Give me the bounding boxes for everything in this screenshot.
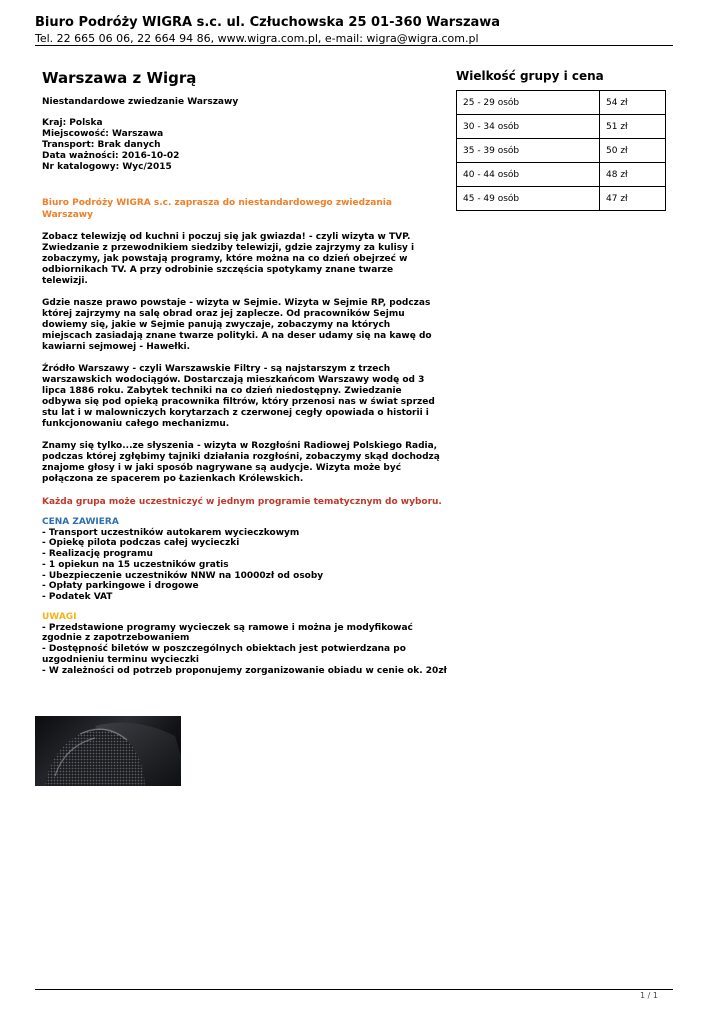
group-size-cell: 30 - 34 osób: [457, 115, 600, 139]
pricing-table: [456, 90, 666, 211]
list-item: - Opłaty parkingowe i drogowe: [42, 581, 199, 592]
list-item: - Opiekę pilota podczas całej wycieczki: [42, 538, 240, 549]
page-title: Warszawa z Wigrą: [42, 69, 197, 87]
group-size-cell: 45 - 49 osób: [457, 187, 600, 211]
pricing-title: Wielkość grupy i cena: [456, 69, 604, 83]
price-cell: 51 zł: [600, 115, 666, 139]
intro-line: Biuro Podróży WIGRA s.c. zaprasza do niestandardowego zwiedzania Warszawy: [42, 198, 392, 220]
list-item: - W zależności od potrzeb proponujemy zorganizowanie obiadu w cenie ok. 20zł: [42, 665, 447, 676]
list-item: - Transport uczestników autokarem wycieczkowym: [42, 527, 300, 538]
meta-catalog-number: Nr katalogowy: Wyc/2015: [42, 162, 172, 172]
price-cell: 50 zł: [600, 139, 666, 163]
trip-meta: [42, 118, 442, 173]
microphone-illustration: [35, 716, 181, 786]
list-item: - Realizację programu: [42, 549, 153, 560]
notes-section: [42, 612, 452, 676]
document-header: [35, 14, 673, 46]
price-cell: 47 zł: [600, 187, 666, 211]
price-cell: 48 zł: [600, 163, 666, 187]
pricing-panel: [456, 68, 666, 211]
paragraph-filtry: Źródło Warszawy - czyli Warszawskie Filtry - są najstarszym z trzech warszawskich wodociągów. Dostarczają mieszkańcom Warszawy wodę od 3 lipca 1886 roku. Zabytek techniki na co dzień niedostępny. Zwiedzanie odbywa się pod opieką pracownika filtrów, który przenosi nas w świat sprzed stu lat i w malowniczych korytarzach z czerwonej cegły opowiada o historii i funkcjonowaniu całego mechanizmu.: [42, 364, 435, 429]
meta-city: Miejscowość: Warszawa: [42, 129, 164, 139]
header-divider: [35, 45, 673, 46]
table-row: [457, 115, 666, 139]
group-size-cell: 35 - 39 osób: [457, 139, 600, 163]
trip-subtitle: Niestandardowe zwiedzanie Warszawy: [42, 97, 239, 107]
table-row: [457, 163, 666, 187]
table-row: [457, 139, 666, 163]
meta-valid-date: Data ważności: 2016-10-02: [42, 151, 180, 161]
paragraph-sejm: Gdzie nasze prawo powstaje - wizyta w Sejmie. Wizyta w Sejmie RP, podczas której zajrzymy na salę obrad oraz jej zaplecze. Od pracowników Sejmu dowiemy się, jakie w Sejmie panują zwyczaje, zobaczymy na których miejscach zasiadają znane twarze polityki. A na deser udamy się na kawę do kawiarni sejmowej - Hawełki.: [42, 298, 432, 352]
microphone-photo: [35, 716, 181, 786]
table-row: [457, 187, 666, 211]
closing-note: Każda grupa może uczestniczyć w jednym programie tematycznym do wyboru.: [42, 497, 442, 507]
company-address: Biuro Podróży WIGRA s.c. ul. Człuchowska 25 01-360 Warszawa: [35, 15, 501, 30]
price-includes-heading: CENA ZAWIERA: [42, 517, 119, 527]
price-includes-section: [42, 517, 452, 603]
list-item: - Przedstawione programy wycieczek są ramowe i można je modyfikować zgodnie z zapotrzebowaniem: [42, 622, 413, 644]
meta-country: Kraj: Polska: [42, 118, 103, 128]
meta-transport: Transport: Brak danych: [42, 140, 161, 150]
notes-heading: UWAGI: [42, 612, 77, 622]
price-cell: 54 zł: [600, 91, 666, 115]
trip-description: [42, 68, 442, 508]
company-contact: Tel. 22 665 06 06, 22 664 94 86, www.wigra.com.pl, e-mail: wigra@wigra.com.pl: [35, 32, 479, 45]
page-number: 1 / 1: [640, 991, 658, 1000]
list-item: - Ubezpieczenie uczestników NNW na 10000zł od osoby: [42, 570, 324, 581]
list-item: - Podatek VAT: [42, 591, 113, 602]
list-item: - 1 opiekun na 15 uczestników gratis: [42, 559, 229, 570]
paragraph-tvp: Zobacz telewizję od kuchni i poczuj się jak gwiazda! - czyli wizyta w TVP. Zwiedzanie z przewodnikiem siedziby telewizji, gdzie zajrzymy za kulisy i zobaczymy, jak powstają programy, które można na co dzień obejrzeć w odbiornikach TV. A przy odrobinie szczęścia spotykamy znane twarze telewizji.: [42, 232, 415, 286]
table-row: [457, 91, 666, 115]
group-size-cell: 40 - 44 osób: [457, 163, 600, 187]
paragraph-radio: Znamy się tylko...ze słyszenia - wizyta w Rozgłośni Radiowej Polskiego Radia, podczas której zgłębimy tajniki działania rozgłośni, zobaczymy skąd dochodzą znajome głosy i w jaki sposób nagrywane są audycje. Wizyta może być połączona ze spacerem po Łazienkach Królewskich.: [42, 441, 440, 484]
list-item: - Dostępność biletów w poszczególnych obiektach jest potwierdzana po uzgodnieniu terminu wycieczki: [42, 644, 406, 665]
footer-divider: [35, 989, 673, 990]
group-size-cell: 25 - 29 osób: [457, 91, 600, 115]
